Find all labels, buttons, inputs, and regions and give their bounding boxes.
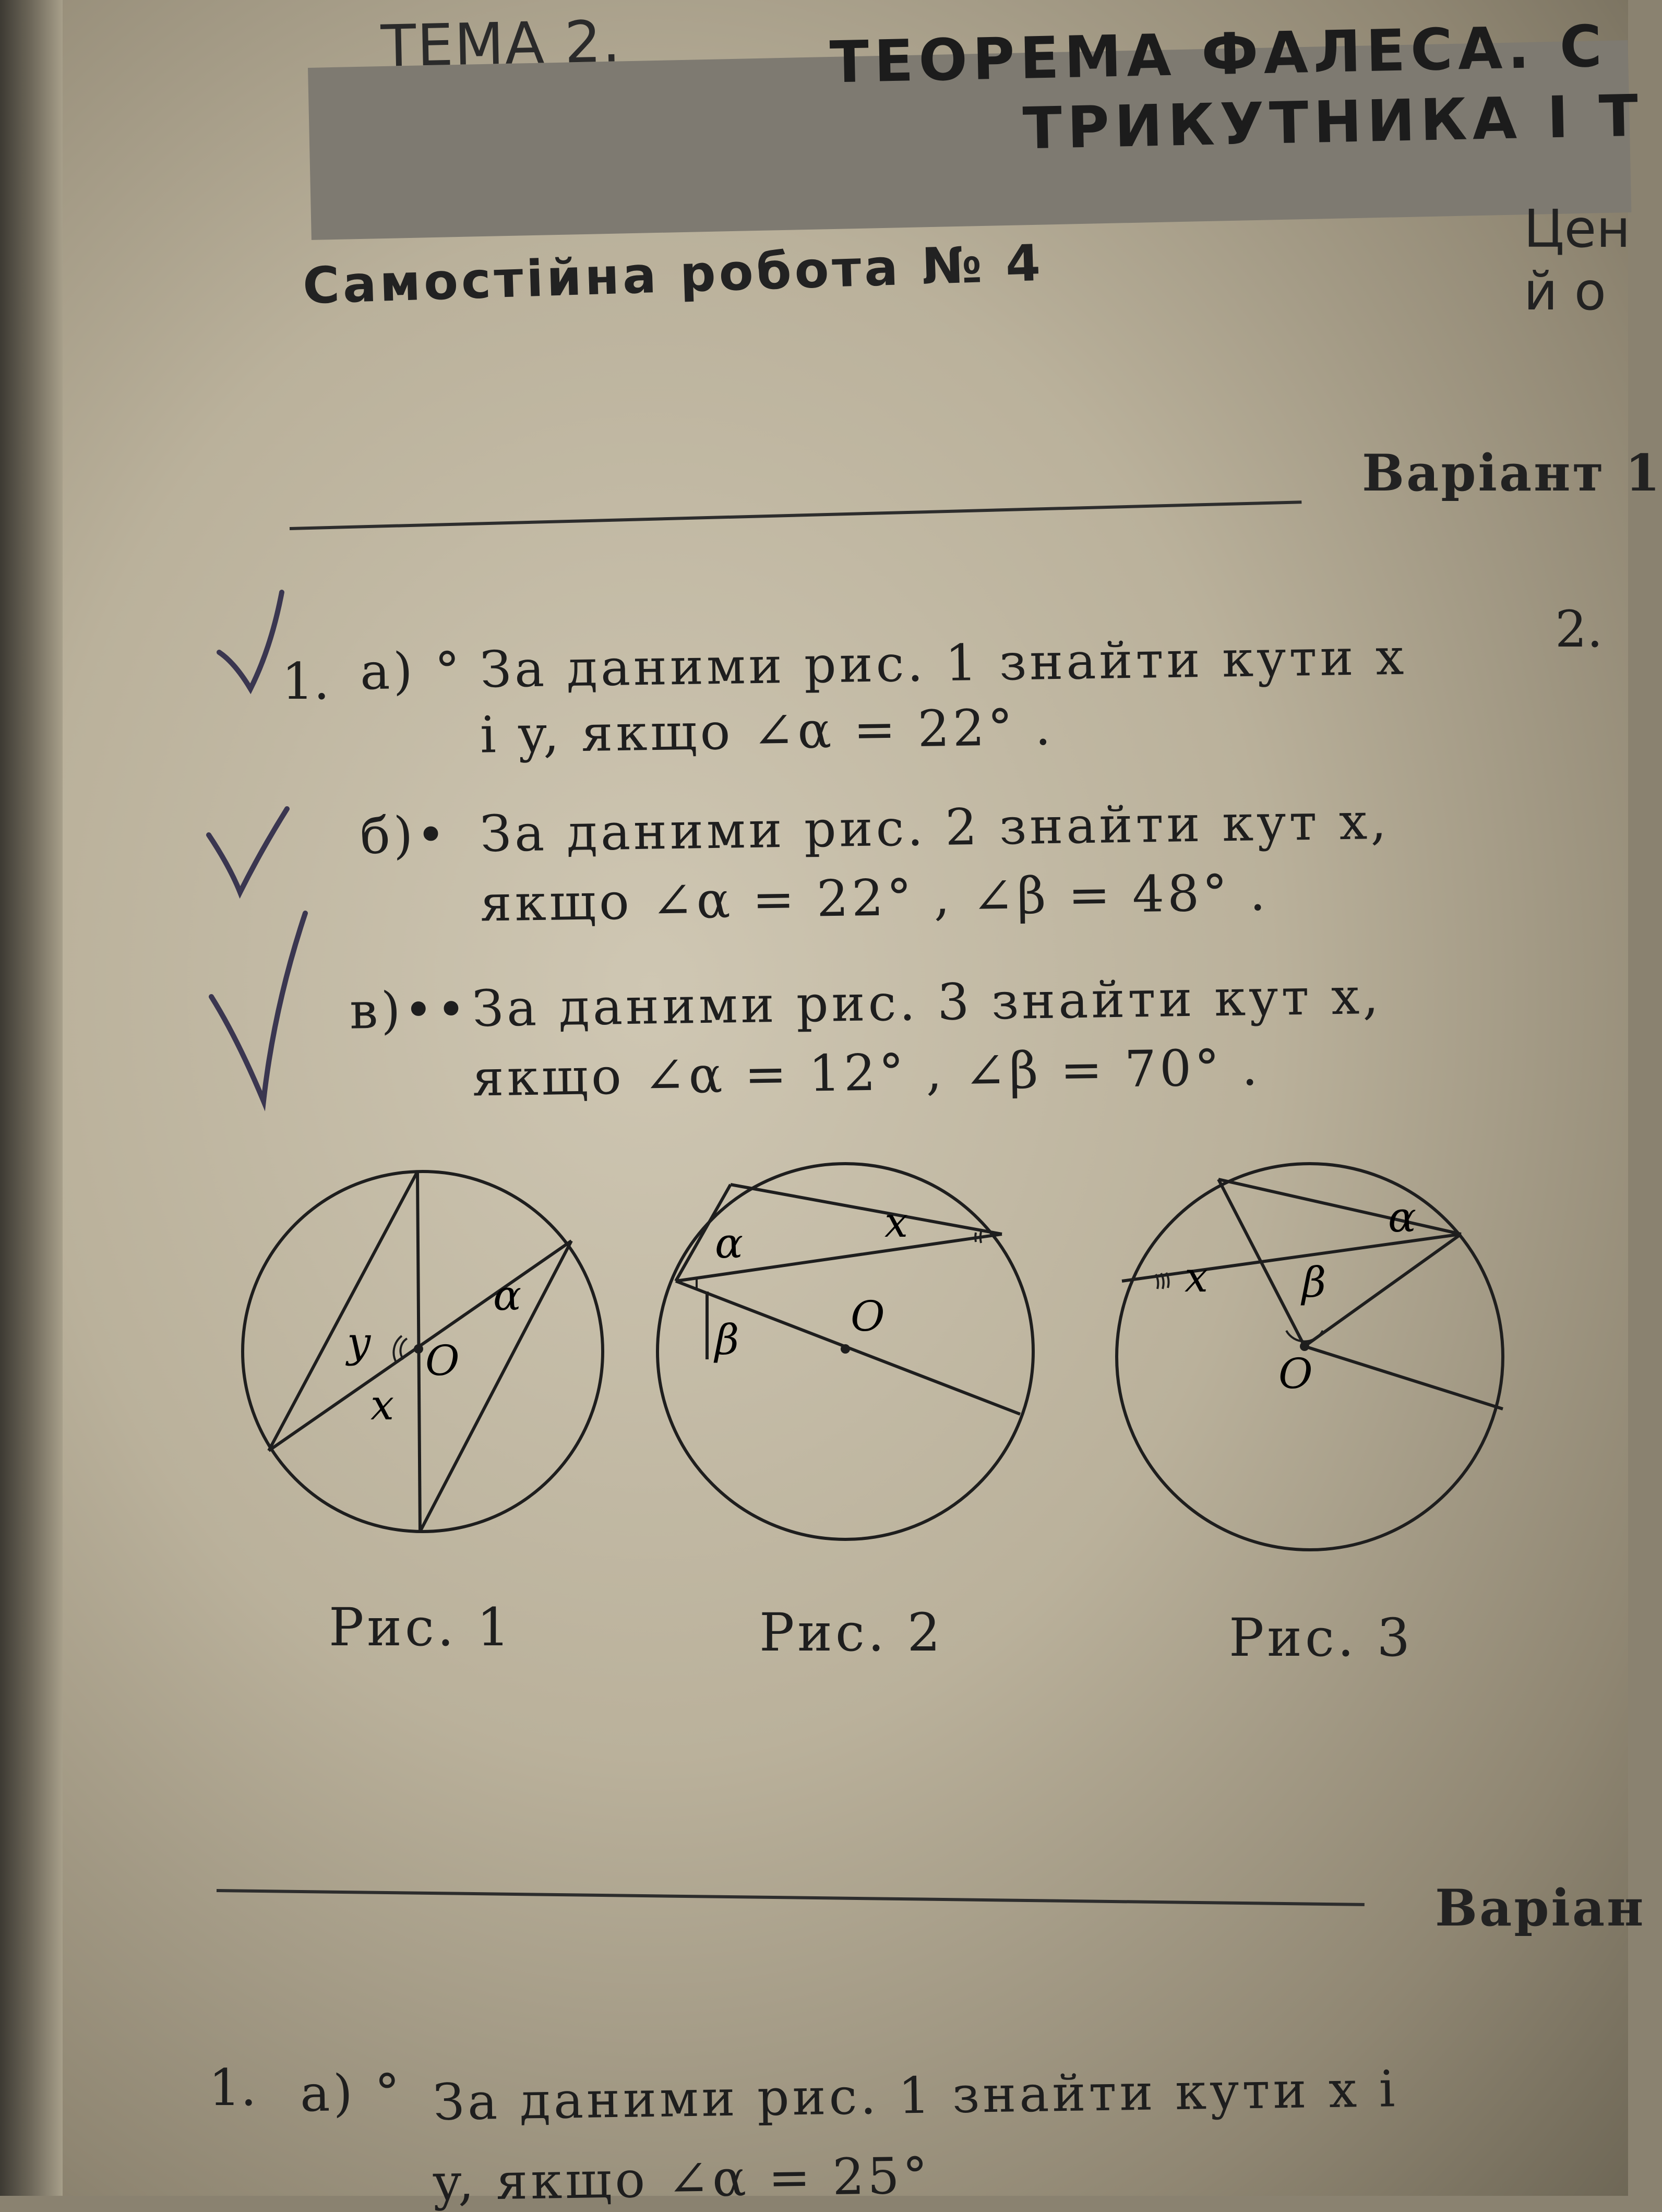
figure-1-caption: Рис. 1 bbox=[329, 1597, 513, 1658]
variant-1-divider bbox=[290, 500, 1301, 530]
task-1a-line-2: і y, якщо ∠α = 22° . bbox=[480, 698, 1055, 764]
fig2-label-x: x bbox=[884, 1198, 908, 1247]
task-1c-line-2: якщо ∠α = 12° , ∠β = 70° . bbox=[472, 1038, 1261, 1108]
work-title: Самостійна робота № 4 bbox=[302, 233, 1045, 316]
fig1-label-y: y bbox=[347, 1318, 371, 1367]
variant-2-task-line-1: За даними рис. 1 знайти кути x і bbox=[433, 2060, 1399, 2132]
figure-2-caption: Рис. 2 bbox=[759, 1602, 944, 1663]
variant-2-divider bbox=[217, 1889, 1365, 1906]
fig2-label-alpha: α bbox=[715, 1219, 744, 1268]
fig3-label-x: x bbox=[1185, 1253, 1209, 1301]
fig3-label-o: O bbox=[1278, 1349, 1313, 1398]
fig1-label-alpha: α bbox=[493, 1271, 522, 1320]
task-1c-marker: в)•• bbox=[349, 980, 470, 1041]
side-text-line-1: Цен bbox=[1524, 198, 1631, 259]
book-spine-edge bbox=[0, 0, 63, 2196]
side-text-line-2: й о bbox=[1524, 261, 1606, 322]
task-1a-line-1: За даними рис. 1 знайти кути x bbox=[480, 627, 1407, 699]
variant-2-task-marker: а) ° bbox=[300, 2063, 403, 2123]
task-1b-line-2: якщо ∠α = 22° , ∠β = 48° . bbox=[480, 863, 1269, 933]
task-1c-line-1: За даними рис. 3 знайти кут x, bbox=[472, 966, 1382, 1038]
fig3-label-alpha: α bbox=[1388, 1193, 1417, 1241]
check-mark-3 bbox=[206, 903, 321, 1111]
check-mark-2 bbox=[204, 804, 308, 908]
topic-title-line-2: ТРИКУТНИКА І Т bbox=[1022, 82, 1644, 162]
fig3-label-beta: β bbox=[1302, 1258, 1326, 1307]
fig1-label-x: x bbox=[370, 1381, 394, 1429]
figure-2 bbox=[647, 1153, 1044, 1550]
topic-label: ТЕМА 2. bbox=[380, 8, 623, 80]
task-1a-marker: а) ° bbox=[360, 641, 463, 701]
task-1b-marker: б)• bbox=[360, 805, 449, 866]
figure-1 bbox=[230, 1158, 616, 1545]
variant-2-task-line-2: y, якщо ∠α = 25° bbox=[433, 2146, 931, 2212]
fig2-label-o: O bbox=[851, 1292, 885, 1341]
fig2-label-beta: β bbox=[715, 1316, 739, 1364]
next-task-number: 2. bbox=[1555, 600, 1603, 659]
figure-3 bbox=[1106, 1153, 1513, 1560]
fig1-label-o: O bbox=[425, 1336, 460, 1385]
topic-title-line-1: ТЕОРЕМА ФАЛЕСА. С bbox=[829, 13, 1608, 96]
task-1-number: 1. bbox=[282, 652, 330, 711]
task-1b-line-1: За даними рис. 2 знайти кут x, bbox=[480, 792, 1390, 864]
figure-3-caption: Рис. 3 bbox=[1229, 1607, 1414, 1668]
variant-2-label: Варіан bbox=[1435, 1879, 1646, 1938]
variant-2-task-number: 1. bbox=[209, 2059, 257, 2117]
variant-1-label: Варіант 1 bbox=[1362, 444, 1662, 503]
